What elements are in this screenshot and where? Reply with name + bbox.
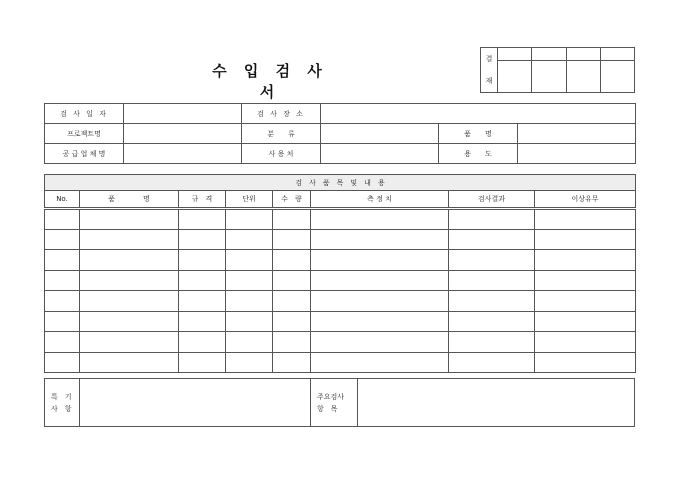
approval-box bbox=[480, 47, 635, 93]
table-cell[interactable] bbox=[45, 270, 80, 291]
table-cell[interactable] bbox=[80, 250, 179, 271]
table-cell[interactable] bbox=[273, 311, 311, 332]
usage-field[interactable] bbox=[518, 144, 636, 164]
table-row bbox=[45, 270, 636, 291]
table-cell[interactable] bbox=[535, 250, 636, 271]
table-cell[interactable] bbox=[226, 332, 273, 353]
table-cell[interactable] bbox=[80, 332, 179, 353]
table-cell[interactable] bbox=[535, 311, 636, 332]
table-cell[interactable] bbox=[80, 229, 179, 250]
table-cell[interactable] bbox=[179, 352, 226, 373]
table-cell[interactable] bbox=[226, 291, 273, 312]
info-table bbox=[44, 103, 636, 164]
inspection-place-field[interactable] bbox=[321, 104, 636, 124]
table-cell[interactable] bbox=[45, 209, 80, 230]
category-label: 분 류 bbox=[242, 124, 321, 144]
table-cell[interactable] bbox=[179, 291, 226, 312]
table-cell[interactable] bbox=[179, 311, 226, 332]
item-name-field[interactable] bbox=[518, 124, 636, 144]
table-cell[interactable] bbox=[226, 270, 273, 291]
table-cell[interactable] bbox=[179, 229, 226, 250]
table-cell[interactable] bbox=[226, 209, 273, 230]
main-items-label: 주요검사 항 목 bbox=[311, 379, 358, 427]
table-cell[interactable] bbox=[45, 311, 80, 332]
table-cell[interactable] bbox=[449, 209, 535, 230]
table-cell[interactable] bbox=[449, 250, 535, 271]
approval-header-cell[interactable] bbox=[566, 48, 600, 61]
supplier-field[interactable] bbox=[124, 144, 242, 164]
table-cell[interactable] bbox=[311, 250, 449, 271]
table-cell[interactable] bbox=[226, 311, 273, 332]
table-cell[interactable] bbox=[535, 291, 636, 312]
table-cell[interactable] bbox=[226, 250, 273, 271]
table-row bbox=[45, 332, 636, 353]
table-cell[interactable] bbox=[311, 270, 449, 291]
main-items-field[interactable] bbox=[358, 379, 635, 427]
table-row bbox=[45, 352, 636, 373]
table-cell[interactable] bbox=[311, 352, 449, 373]
item-rows bbox=[45, 209, 636, 373]
table-cell[interactable] bbox=[311, 291, 449, 312]
table-cell[interactable] bbox=[449, 311, 535, 332]
table-cell[interactable] bbox=[226, 229, 273, 250]
column-header: 품 명 bbox=[80, 191, 179, 209]
table-cell[interactable] bbox=[45, 352, 80, 373]
table-row bbox=[45, 311, 636, 332]
category-field[interactable] bbox=[321, 124, 439, 144]
project-name-field[interactable] bbox=[124, 124, 242, 144]
table-cell[interactable] bbox=[179, 332, 226, 353]
table-cell[interactable] bbox=[311, 332, 449, 353]
table-cell[interactable] bbox=[80, 270, 179, 291]
table-cell[interactable] bbox=[179, 250, 226, 271]
inspection-place-label: 검 사 장 소 bbox=[242, 104, 321, 124]
column-header: 이상유무 bbox=[535, 191, 636, 209]
table-row bbox=[45, 209, 636, 230]
inspection-date-label: 검 사 일 자 bbox=[45, 104, 124, 124]
column-header: 수 량 bbox=[273, 191, 311, 209]
column-header: 측 정 치 bbox=[311, 191, 449, 209]
inspection-table bbox=[44, 174, 636, 373]
usage-label: 용 도 bbox=[439, 144, 518, 164]
table-row bbox=[45, 291, 636, 312]
table-cell[interactable] bbox=[535, 332, 636, 353]
table-cell[interactable] bbox=[535, 229, 636, 250]
approval-header-cell[interactable] bbox=[600, 48, 634, 61]
remarks-label: 특 기 사 항 bbox=[45, 379, 80, 427]
table-header-row bbox=[45, 191, 636, 209]
table-cell[interactable] bbox=[45, 332, 80, 353]
table-cell[interactable] bbox=[449, 291, 535, 312]
supplier-label: 공 급 업 체 명 bbox=[45, 144, 124, 164]
table-cell[interactable] bbox=[449, 270, 535, 291]
approval-label: 결 재 bbox=[481, 48, 498, 93]
table-cell[interactable] bbox=[45, 250, 80, 271]
destination-field[interactable] bbox=[321, 144, 439, 164]
table-cell[interactable] bbox=[80, 311, 179, 332]
table-cell[interactable] bbox=[273, 291, 311, 312]
table-cell[interactable] bbox=[273, 229, 311, 250]
column-header: No. bbox=[45, 191, 80, 209]
approval-sign-cell[interactable] bbox=[532, 61, 566, 93]
table-cell[interactable] bbox=[80, 352, 179, 373]
table-cell[interactable] bbox=[80, 291, 179, 312]
table-cell[interactable] bbox=[535, 270, 636, 291]
document-title: 수 입 검 사 서 bbox=[212, 62, 328, 101]
table-cell[interactable] bbox=[449, 332, 535, 353]
table-cell[interactable] bbox=[179, 270, 226, 291]
table-cell[interactable] bbox=[449, 229, 535, 250]
approval-sign-cell[interactable] bbox=[600, 61, 634, 93]
remarks-field[interactable] bbox=[80, 379, 311, 427]
table-row bbox=[45, 229, 636, 250]
table-cell[interactable] bbox=[273, 209, 311, 230]
table-cell[interactable] bbox=[449, 352, 535, 373]
approval-sign-cell[interactable] bbox=[566, 61, 600, 93]
approval-header-cell[interactable] bbox=[498, 48, 532, 61]
table-cell[interactable] bbox=[45, 291, 80, 312]
table-cell[interactable] bbox=[80, 209, 179, 230]
table-cell[interactable] bbox=[45, 229, 80, 250]
table-cell[interactable] bbox=[273, 270, 311, 291]
table-cell[interactable] bbox=[179, 209, 226, 230]
table-cell[interactable] bbox=[226, 352, 273, 373]
table-cell[interactable] bbox=[311, 209, 449, 230]
remarks-table bbox=[44, 378, 635, 427]
table-cell[interactable] bbox=[273, 250, 311, 271]
table-cell[interactable] bbox=[311, 229, 449, 250]
project-name-label: 프로젝트명 bbox=[45, 124, 124, 144]
table-cell[interactable] bbox=[535, 209, 636, 230]
item-name-label: 품 명 bbox=[439, 124, 518, 144]
approval-header-cell[interactable] bbox=[532, 48, 566, 61]
approval-sign-cell[interactable] bbox=[498, 61, 532, 93]
column-header: 검사결과 bbox=[449, 191, 535, 209]
column-header: 규 격 bbox=[179, 191, 226, 209]
destination-label: 사 용 처 bbox=[242, 144, 321, 164]
inspection-date-field[interactable] bbox=[124, 104, 242, 124]
table-cell[interactable] bbox=[311, 311, 449, 332]
table-cell[interactable] bbox=[535, 352, 636, 373]
section-title: 검 사 품 목 및 내 용 bbox=[45, 175, 636, 191]
table-cell[interactable] bbox=[273, 332, 311, 353]
table-cell[interactable] bbox=[273, 352, 311, 373]
column-header: 단위 bbox=[226, 191, 273, 209]
table-row bbox=[45, 250, 636, 271]
